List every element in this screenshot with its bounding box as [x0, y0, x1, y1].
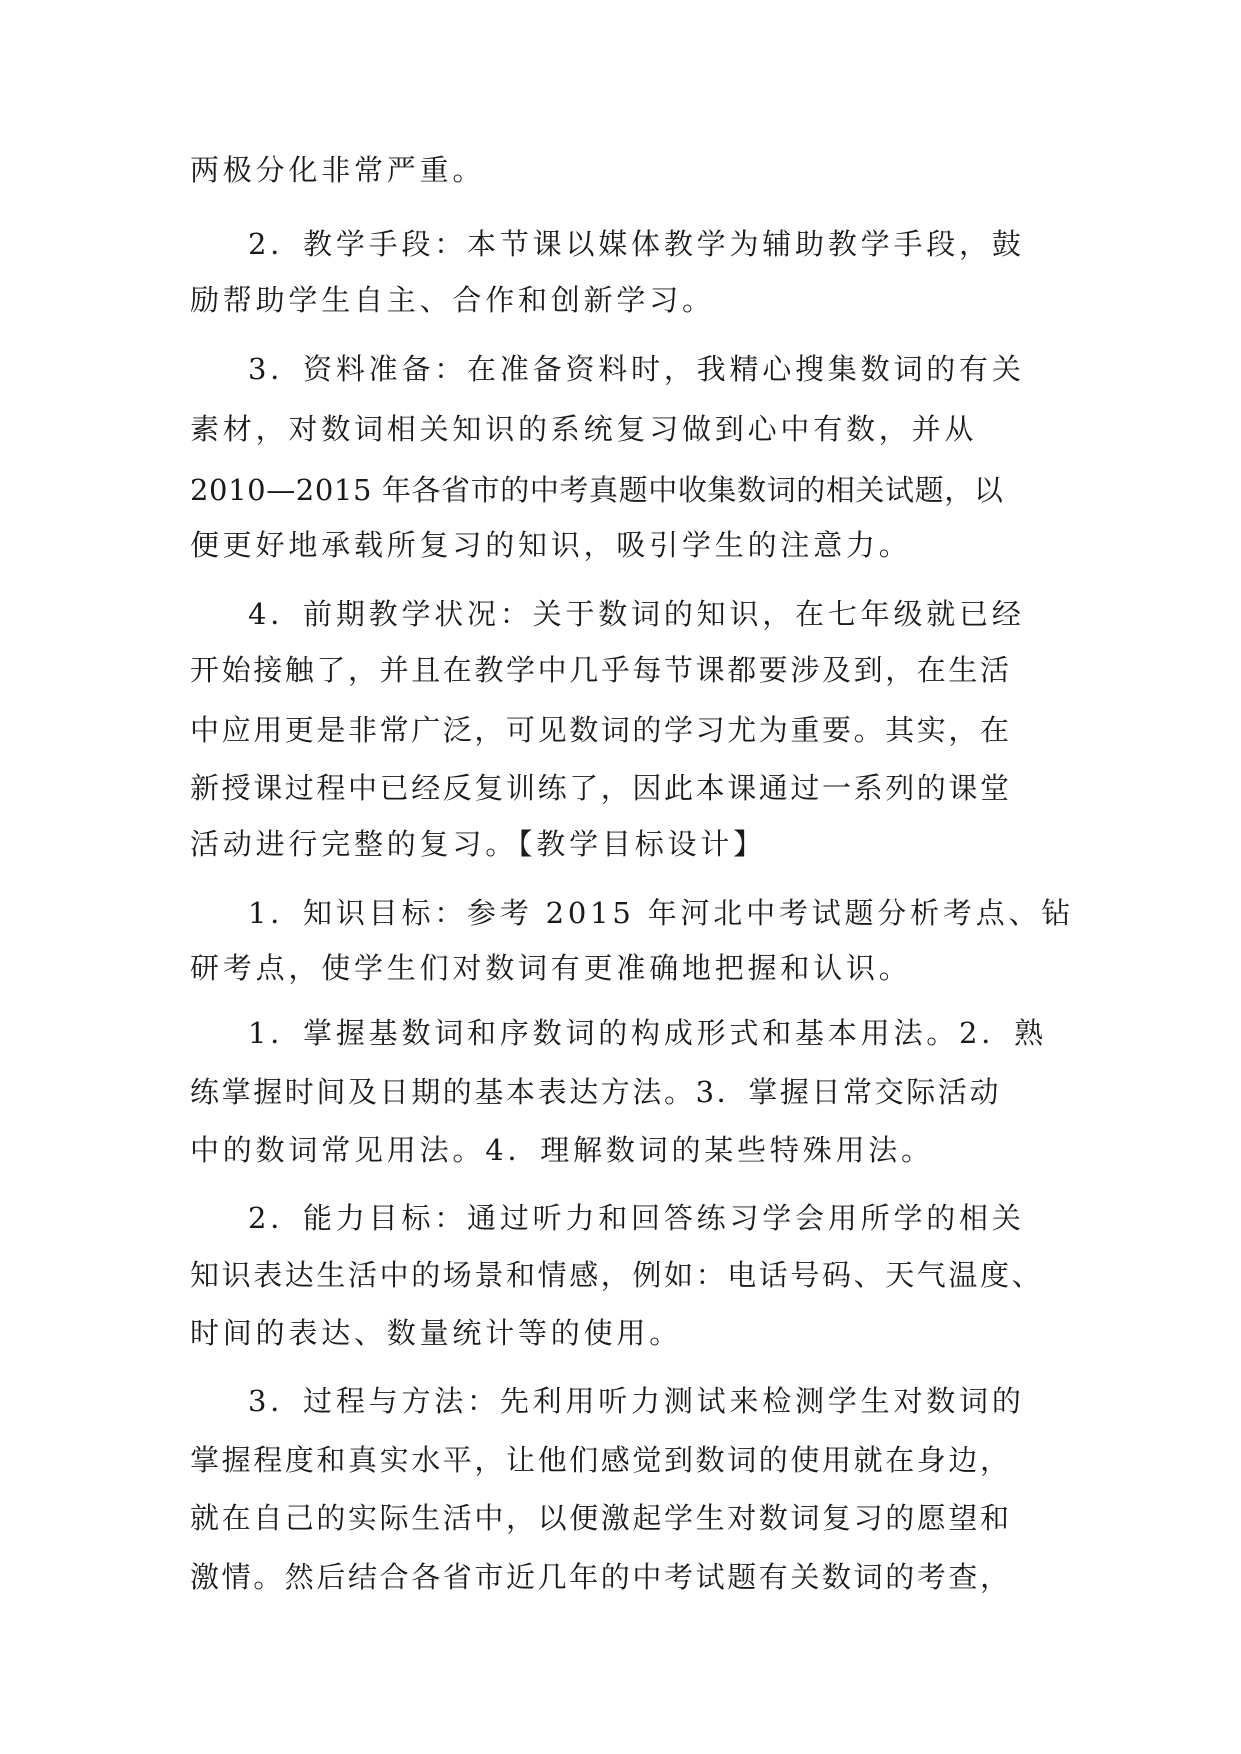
text-line: 2．教学手段：本节课以媒体教学为辅助教学手段，鼓 [248, 227, 1025, 261]
text-line: 就在自己的实际生活中，以便激起学生对数词复习的愿望和 [190, 1501, 1012, 1535]
text-line: 2010—2015 年各省市的中考真题中收集数词的相关试题，以 [190, 473, 1004, 507]
text-line: 2．能力目标：通过听力和回答练习学会用所学的相关 [248, 1201, 1025, 1235]
text-line: 两极分化非常严重。 [190, 153, 486, 187]
text-line: 素材，对数词相关知识的系统复习做到心中有数，并从 [190, 412, 978, 446]
text-line: 知识表达生活中的场景和情感，例如：电话号码、天气温度、 [190, 1258, 1044, 1292]
text-line: 中的数词常见用法。4．理解数词的某些特殊用法。 [190, 1133, 934, 1167]
text-line: 时间的表达、数量统计等的使用。 [190, 1316, 683, 1350]
text-line: 4．前期教学状况：关于数词的知识，在七年级就已经 [248, 597, 1025, 631]
text-line: 励帮助学生自主、合作和创新学习。 [190, 283, 715, 317]
text-line: 3．资料准备：在准备资料时，我精心搜集数词的有关 [248, 352, 1025, 386]
text-line: 掌握程度和真实水平，让他们感觉到数词的使用就在身边， [190, 1443, 1012, 1477]
text-line: 研考点，使学生们对数词有更准确地把握和认识。 [190, 951, 912, 985]
text-line: 中应用更是非常广泛，可见数词的学习尤为重要。其实，在 [190, 713, 1012, 747]
text-line: 3．过程与方法：先利用听力测试来检测学生对数词的 [248, 1384, 1025, 1418]
text-line: 1．知识目标：参考 2015 年河北中考试题分析考点、钻 [248, 896, 1075, 930]
text-line: 激情。然后结合各省市近几年的中考试题有关数词的考查， [190, 1560, 1012, 1594]
text-line: 活动进行完整的复习。【教学目标设计】 [190, 827, 766, 861]
text-line: 1．掌握基数词和序数词的构成形式和基本用法。2．熟 [248, 1016, 1047, 1050]
text-line: 练掌握时间及日期的基本表达方法。3．掌握日常交际活动 [190, 1075, 1002, 1109]
text-line: 便更好地承载所复习的知识，吸引学生的注意力。 [190, 528, 912, 562]
text-line: 开始接触了，并且在教学中几乎每节课都要涉及到，在生活 [190, 653, 1012, 687]
text-line: 新授课过程中已经反复训练了，因此本课通过一系列的课堂 [190, 771, 1012, 805]
